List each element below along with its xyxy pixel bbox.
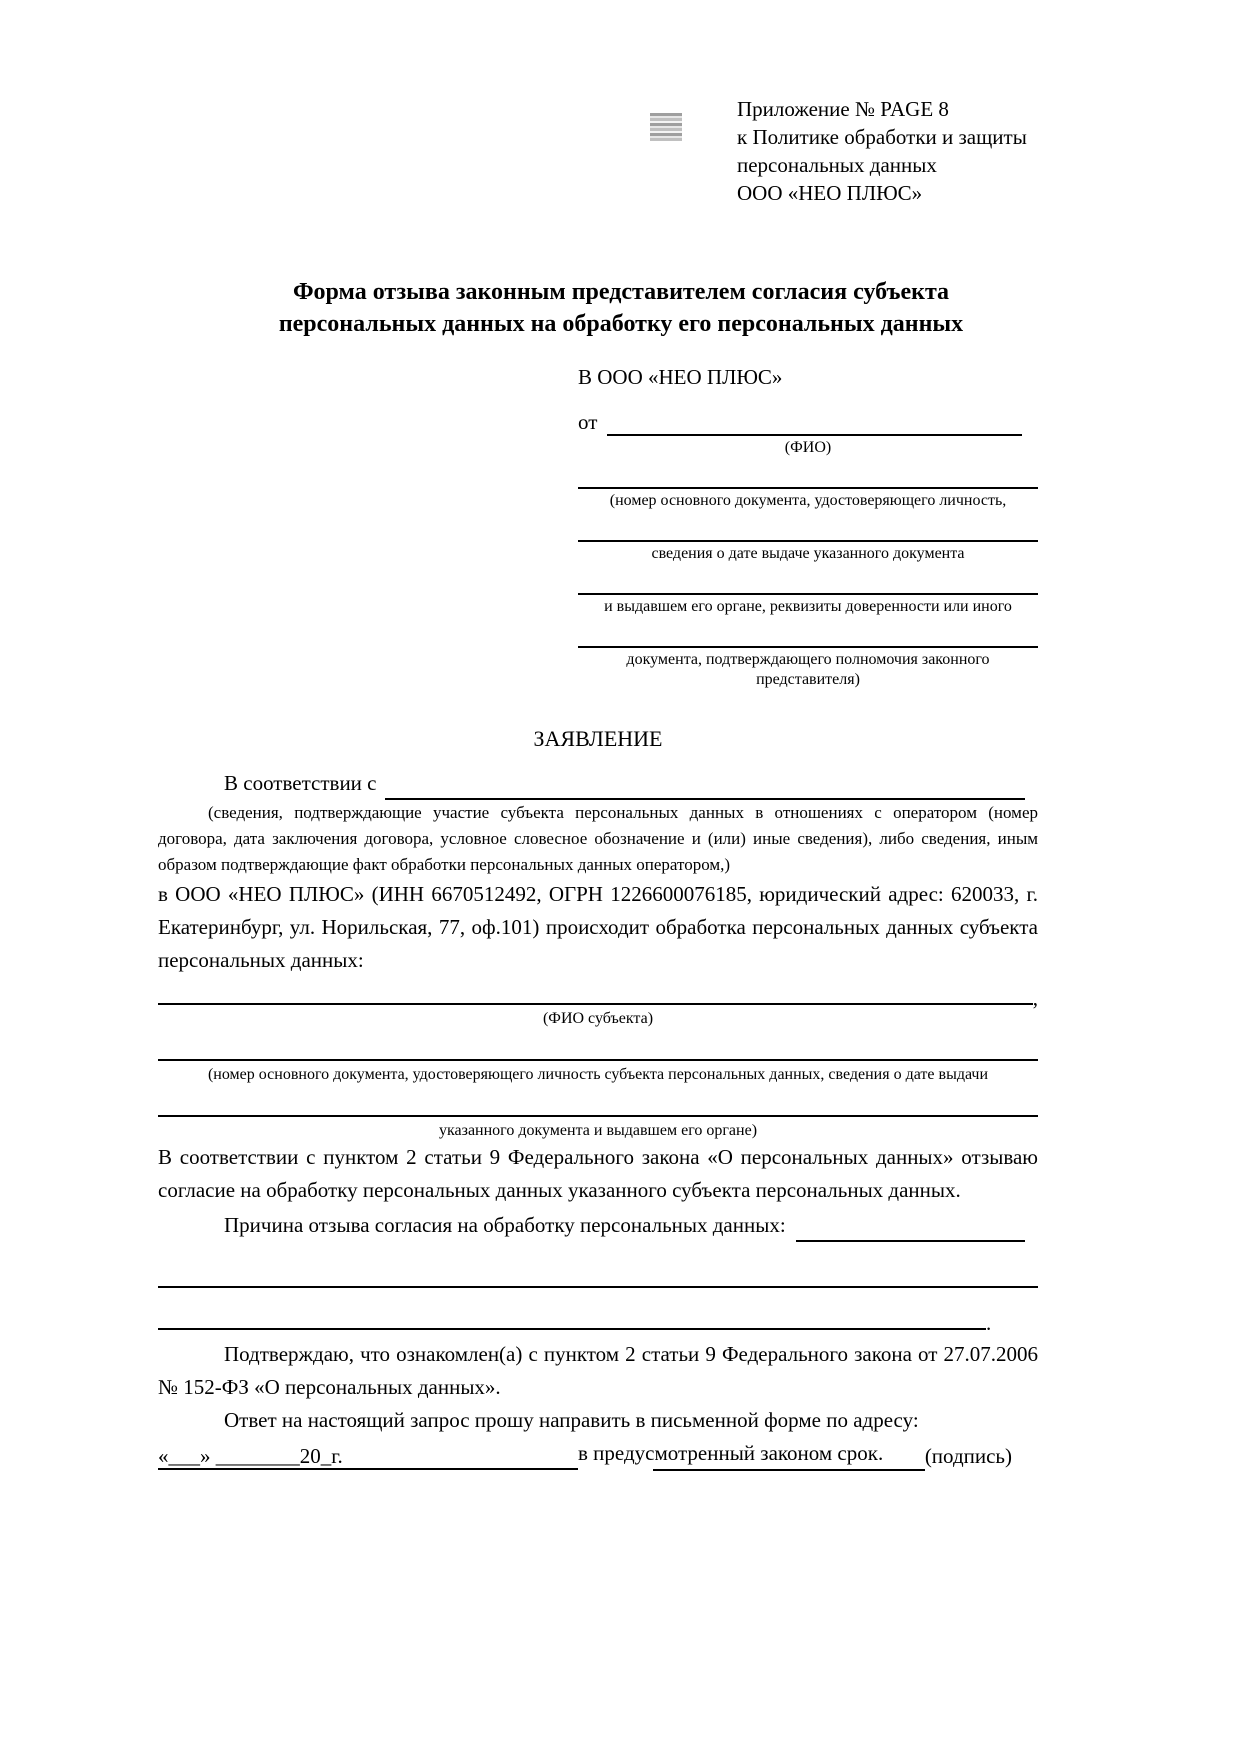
from-label: от <box>578 410 598 434</box>
signature-group <box>653 1441 1012 1471</box>
from-row <box>578 409 1038 436</box>
appendix-header-line: к Политике обработки и защиты <box>737 125 1027 149</box>
addressee-field <box>578 540 1038 564</box>
blank-field <box>578 487 1038 489</box>
reason-row <box>158 1209 1038 1242</box>
form-title-line: Форма отзыва законным представителем согласия субъекта <box>292 279 950 305</box>
appendix-header <box>737 95 1067 207</box>
addressee-organization: В ООО «НЕО ПЛЮС» <box>578 365 783 389</box>
form-title <box>120 276 1122 340</box>
withdrawal-paragraph: В соответствии с пунктом 2 статьи 9 Федерального закона «О персональных данных» отзываю согласие на обработку персональных данных указанного субъекта персональных данных. <box>158 1145 1038 1202</box>
line-suffix: . <box>986 1311 992 1335</box>
reason-blank-line <box>158 1328 986 1330</box>
reason-blank-field <box>796 1218 1025 1242</box>
addressee-block <box>578 364 1038 690</box>
date-blank: «___» ________20_г. <box>158 1444 343 1468</box>
signature-blank-field <box>653 1469 925 1471</box>
statement-heading: ЗАЯВЛЕНИЕ <box>533 726 663 751</box>
subject-document-row <box>158 1059 1038 1061</box>
blank-field-caption: (номер основного документа, удостоверяющего личность, <box>609 492 1007 509</box>
signature-footer <box>158 1441 1038 1471</box>
blank-field <box>158 1059 1038 1061</box>
reply-suffix: в предусмотренный законом срок. <box>578 1441 884 1465</box>
intro-label: В соответствии с <box>224 771 377 795</box>
statement-body <box>158 722 1038 1470</box>
addressee-field <box>578 487 1038 511</box>
subject-document-row <box>158 1115 1038 1117</box>
from-name-blank-field <box>607 412 1022 436</box>
reason-label: Причина отзыва согласия на обработку персональных данных: <box>224 1213 786 1237</box>
from-name-caption: (ФИО) <box>784 439 832 456</box>
reply-intro: Ответ на настоящий запрос прошу направить в письменной форме по адресу: <box>224 1408 919 1432</box>
reason-blank-line <box>158 1286 1038 1288</box>
form-title-line: персональных данных на обработку его персональных данных <box>278 311 964 337</box>
addressee-field <box>578 593 1038 617</box>
appendix-header-line: персональных данных <box>737 153 937 177</box>
appendix-header-line: ООО «НЕО ПЛЮС» <box>737 181 923 205</box>
signature-caption: (подпись) <box>924 1444 1012 1468</box>
blank-field <box>158 1115 1038 1117</box>
blank-field <box>158 1003 1033 1005</box>
blank-field-caption: и выдавшем его органе, реквизиты доверенности или иного <box>604 598 1012 615</box>
appendix-header-line: Приложение № PAGE 8 <box>737 97 949 121</box>
blank-field <box>578 593 1038 595</box>
blank-field <box>578 646 1038 648</box>
blank-field <box>578 540 1038 542</box>
reason-blank-line-row <box>158 1311 1038 1335</box>
operator-paragraph: в ООО «НЕО ПЛЮС» (ИНН 6670512492, ОГРН 1226600076185, юридический адрес: 620033, г. Екатеринбург, ул. Норильская, 77, оф.101) происходит обработка персональных данных субъекта персональных данных: <box>158 882 1038 972</box>
blank-field-caption: указанного документа и выдавшем его органе) <box>438 1122 758 1139</box>
embedded-image-icon <box>650 113 682 141</box>
intro-row <box>158 767 1038 800</box>
addressee-field <box>578 646 1038 690</box>
intro-blank-field <box>385 776 1026 800</box>
confirmation-paragraph: Подтверждаю, что ознакомлен(а) с пунктом 2 статьи 9 Федерального закона от 27.07.2006 № 152-ФЗ «О персональных данных». <box>158 1342 1038 1399</box>
blank-field-caption: (номер основного документа, удостоверяющего личность субъекта персональных данных, сведения о дате выдачи <box>207 1066 989 1083</box>
blank-field-caption: документа, подтверждающего полномочия законного представителя) <box>626 651 990 688</box>
intro-footnote: (сведения, подтверждающие участие субъекта персональных данных в отношениях с оператором (номер договора, дата заключения договора, условное словесное обозначение и (или) иные сведения), либо сведения, иным образом подтверждающие факт обработки персональных данных оператором,) <box>158 803 1038 874</box>
blank-field-caption: (ФИО субъекта) <box>542 1010 654 1027</box>
blank-field-caption: сведения о дате выдаче указанного документа <box>651 545 965 562</box>
line-suffix: , <box>1032 986 1038 1010</box>
subject-name-row <box>158 986 1038 1010</box>
